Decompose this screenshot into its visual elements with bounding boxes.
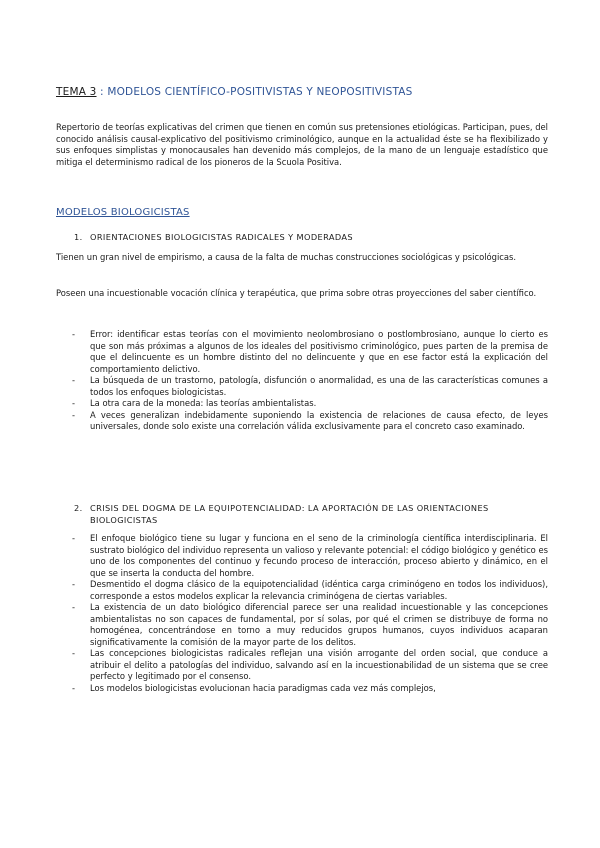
list-item: - Las concepciones biologicistas radicales reflejan una visión arrogante del orden social, que conduce a atribuir el delito a patologías del individuo, salvando así en la incuestionabilidad de un sistema que se cree perfecto y legitimado por el consenso.	[72, 648, 548, 681]
sub1-bullet-list	[56, 329, 548, 433]
page-title	[56, 86, 413, 98]
subheading-1	[74, 232, 353, 244]
intro-paragraph: Repertorio de teorías explicativas del crimen que tienen en común sus pretensiones etiológicas. Participan, pues, del conocido análisis causal-explicativo del positivismo criminológico, aunque en la actualidad éste se ha flexibilizado y sus enfoques simplistas y monocausales han devenido más complejos, de la mano de un lenguaje estadístico que mitiga el determinismo radical de los pioneros de la Scuola Positiva.	[56, 122, 548, 167]
list-item: - El enfoque biológico tiene su lugar y funciona en el seno de la criminología científica interdisciplinaria. El sustrato biológico del individuo representa un valioso y relevante potencial: el código biológico y genético es uno de los componentes del continuo y fecundo proceso de interacción, proceso abierto y dinámico, en el que se inserta la conducta del hombre.	[72, 533, 548, 578]
list-item: - A veces generalizan indebidamente suponiendo la existencia de relaciones de causa efecto, de leyes universales, donde solo existe una correlación válida exclusivamente para el concreto caso examinado.	[72, 409, 548, 431]
tema-label: TEMA 3	[56, 86, 97, 98]
list-item: - Los modelos biologicistas evolucionan hacia paradigmas cada vez más complejos,	[72, 682, 436, 693]
list-item: - La existencia de un dato biológico diferencial parece ser una realidad incuestionable y las concepciones ambientalistas no son capaces de fundamental, por sí solas, por qué el crimen se distribuye de forma no homogénea, concentrándose en torno a muy reducidos grupos humanos, cuyos individuos acaparan significativamente la comisión de la mayor parte de los delitos.	[72, 602, 548, 647]
sub1-paragraph-1: Tienen un gran nivel de empirismo, a causa de la falta de muchas construcciones sociológicas y psicológicas.	[56, 252, 517, 262]
sub2-bullet-list	[56, 533, 548, 694]
tema-title: : MODELOS CIENTÍFICO-POSITIVISTAS Y NEOPOSITIVISTAS	[96, 86, 413, 98]
subheading-2	[74, 503, 534, 526]
list-item: - La otra cara de la moneda: las teorías ambientalistas.	[72, 398, 317, 408]
list-item: - Desmentido el dogma clásico de la equipotencialidad (idéntica carga criminógeno en todos los individuos), corresponde a estos modelos explicar la relevancia criminógena de ciertas variables.	[72, 579, 548, 601]
subheading-1-title: ORIENTACIONES BIOLOGICISTAS RADICALES Y MODERADAS	[90, 232, 354, 242]
list-item: - La búsqueda de un trastorno, patología, disfunción o anormalidad, es una de las características comunes a todos los enfoques biologicistas.	[72, 375, 548, 397]
sub1-paragraph-2: Poseen una incuestionable vocación clínica y terapéutica, que prima sobre otras proyecciones del saber científico.	[56, 288, 537, 298]
section-heading: MODELOS BIOLOGICISTAS	[56, 207, 190, 218]
subheading-2-number: 2.	[74, 503, 83, 513]
subheading-2-title: CRISIS DEL DOGMA DE LA EQUIPOTENCIALIDAD: LA APORTACIÓN DE LAS ORIENTACIONES BIOLOGICISTAS	[90, 503, 489, 525]
list-item: - Error: identificar estas teorías con el movimiento neolombrosiano o postlombrosiano, aunque lo cierto es que son más próximas a algunos de los ideales del positivismo criminológico, pues parten de la premisa de que el delincuente es un hombre distinto del no delincuente y que en ese factor está la explicación del comportamiento delictivo.	[72, 329, 548, 374]
subheading-1-number: 1.	[74, 232, 83, 242]
